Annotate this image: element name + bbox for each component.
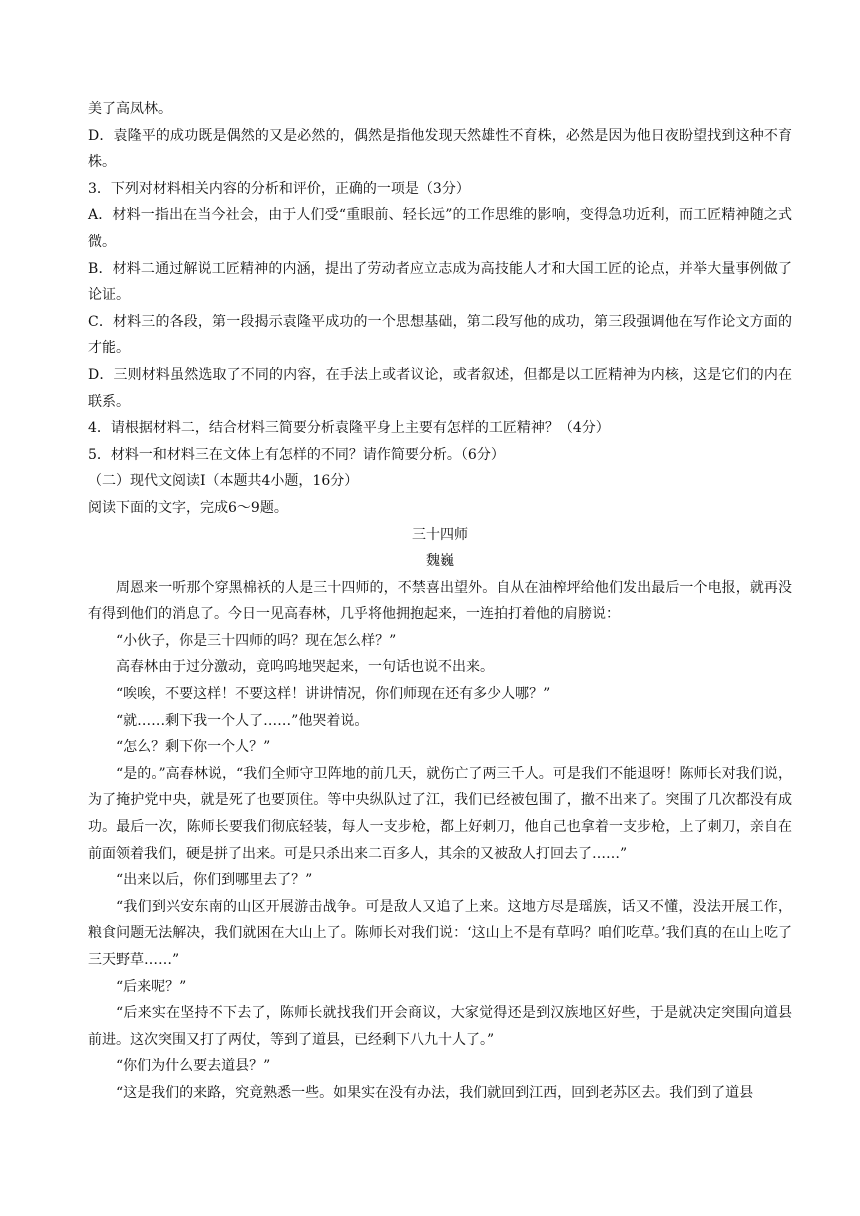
q2-option-d: D．袁隆平的成功既是偶然的又是必然的，偶然是指他发现天然雄性不育株，必然是因为他日夜盼望找到这种不育株。 bbox=[88, 127, 792, 171]
section-heading: （二）现代文阅读Ⅰ（本题共4小题，16分） bbox=[88, 473, 359, 490]
q3-option-d: D．三则材料虽然选取了不同的内容，在手法上或者议论，或者叙述，但都是以工匠精神为内核，这是它们的内在联系。 bbox=[88, 366, 792, 410]
story-paragraph: “后来呢？” bbox=[116, 978, 187, 995]
story-paragraph: “是的。”高春林说，“我们全师守卫阵地的前几天，就伤亡了两三千人。可是我们不能退呀！陈师长对我们说，为了掩护党中央，就是死了也要顶住。等中央纵队过了江，我们已经被包围了，撤不出来了。突围了几次都没有成功。最后一次，陈师长要我们彻底轻装，每人一支步枪，都上好刺刀，他自己也拿着一支步枪，上了刺刀，亲自在前面领着我们，硬是拼了出来。可是只杀出来二百多人，其余的又被敌人打回去了……” bbox=[88, 765, 792, 862]
question-4: 4．请根据材料二，结合材料三简要分析袁隆平身上主要有怎样的工匠精神？（4分） bbox=[88, 420, 610, 437]
story-paragraph: “唉唉，不要这样！不要这样！讲讲情况，你们师现在还有多少人哪？” bbox=[116, 686, 551, 703]
story-author: 魏巍 bbox=[426, 553, 454, 570]
story-paragraph: “怎么？剩下你一个人？” bbox=[116, 739, 271, 756]
reading-instruction: 阅读下面的文字，完成6～9题。 bbox=[88, 499, 288, 516]
q3-option-c: C．材料三的各段，第一段揭示袁隆平成功的一个思想基础，第二段写他的成功，第三段强调他在写作论文方面的才能。 bbox=[88, 313, 792, 357]
q3-option-b: B．材料二通过解说工匠精神的内涵，提出了劳动者应立志成为高技能人才和大国工匠的论点，并举大量事例做了论证。 bbox=[88, 260, 792, 304]
story-paragraph: “小伙子，你是三十四师的吗？现在怎么样？” bbox=[116, 632, 397, 649]
story-paragraph: “就……剩下我一个人了……”他哭着说。 bbox=[116, 712, 369, 729]
q2-tail: 美了高凤林。 bbox=[88, 101, 172, 117]
question-5: 5．材料一和材料三在文体上有怎样的不同？请作简要分析。（6分） bbox=[88, 446, 505, 463]
story-paragraph: “后来实在坚持不下去了，陈师长就找我们开会商议，大家觉得还是到汉族地区好些，于是就决定突围向道县前进。这次突围又打了两仗，等到了道县，已经剩下八九十人了。” bbox=[88, 1005, 792, 1048]
story-paragraph: 周恩来一听那个穿黑棉袄的人是三十四师的，不禁喜出望外。自从在油榨坪给他们发出最后一个电报，就再没有得到他们的消息了。今日一见高春林，几乎将他拥抱起来，一连拍打着他的肩膀说： bbox=[88, 579, 792, 623]
exam-page bbox=[88, 96, 792, 1107]
story-paragraph: 高春林由于过分激动，竟呜呜地哭起来，一句话也说不出来。 bbox=[116, 659, 494, 676]
story-paragraph: “出来以后，你们到哪里去了？” bbox=[116, 872, 313, 889]
story-title: 三十四师 bbox=[412, 526, 468, 543]
story-paragraph: “我们到兴安东南的山区开展游击战争。可是敌人又追了上来。这地方尽是瑶族，话又不懂，没法开展工作，粮食问题无法解决，我们就困在大山上了。陈师长对我们说：‘这山上不是有草吗？咱们吃草。’我们真的在山上吃了三天野草……” bbox=[88, 898, 792, 968]
story-paragraph: “你们为什么要去道县？” bbox=[116, 1058, 271, 1075]
q3-stem: 3．下列对材料相关内容的分析和评价，正确的一项是（3分） bbox=[88, 180, 470, 197]
q3-option-a: A．材料一指出在当今社会，由于人们受“重眼前、轻长远”的工作思维的影响，变得急功近利，而工匠精神随之式微。 bbox=[88, 207, 792, 250]
story-paragraph: “这是我们的来路，究竟熟悉一些。如果实在没有办法，我们就回到江西，回到老苏区去。我们到了道县 bbox=[116, 1084, 754, 1101]
